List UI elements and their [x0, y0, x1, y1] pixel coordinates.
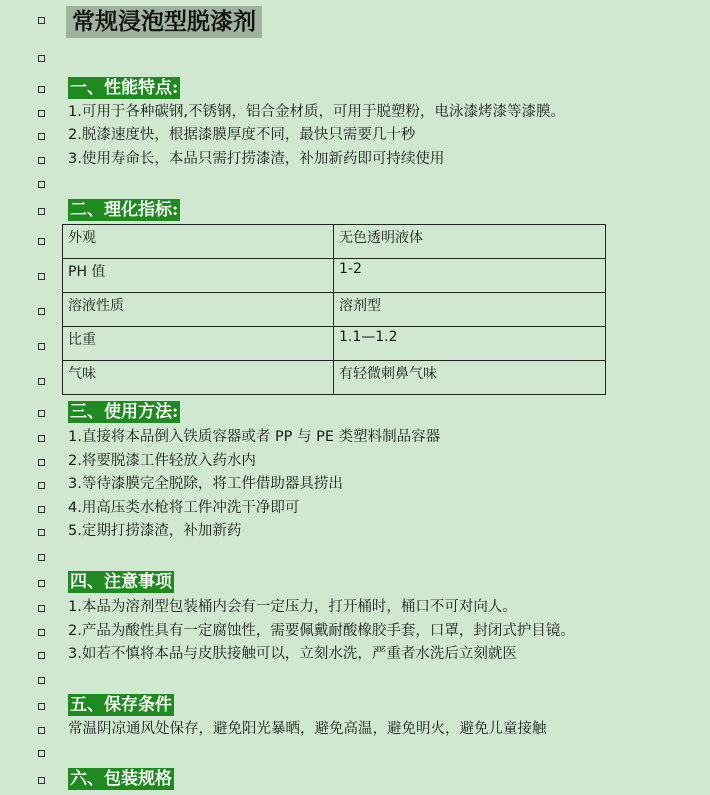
list-bullet: [38, 727, 45, 734]
list-bullet: [38, 703, 45, 710]
table-row: [63, 259, 606, 293]
list-bullet: [38, 55, 45, 62]
table-row: [63, 361, 606, 395]
table-cell-label: 外观: [63, 225, 334, 259]
list-bullet: [38, 133, 45, 140]
list-bullet: [38, 529, 45, 536]
section-heading-packaging: 六、包装规格: [70, 769, 172, 789]
list-bullet: [38, 629, 45, 636]
section-heading-features: 一、性能特点:: [70, 78, 179, 98]
table-cell-label: 气味: [63, 361, 334, 395]
list-bullet: [38, 459, 45, 466]
list-item: 3.等待漆膜完全脱除，将工件借助器具捞出: [68, 476, 343, 492]
section-heading-cautions: 四、注意事项: [70, 572, 172, 592]
list-bullet: [38, 378, 45, 385]
list-bullet: [38, 17, 45, 24]
list-bullet: [38, 86, 45, 93]
list-bullet: [38, 238, 45, 245]
list-item: 2.产品为酸性具有一定腐蚀性，需要佩戴耐酸橡胶手套，口罩，封闭式护目镜。: [68, 623, 575, 639]
section-heading-specs: 二、理化指标:: [70, 200, 179, 220]
list-bullet: [38, 110, 45, 117]
list-bullet: [38, 181, 45, 188]
list-bullet: [38, 554, 45, 561]
list-bullet: [38, 777, 45, 784]
table-row: [63, 293, 606, 327]
table-cell-value: 有轻微刺鼻气味: [334, 361, 606, 395]
list-item: 1.直接将本品倒入铁质容器或者 PP 与 PE 类塑料制品容器: [68, 429, 441, 445]
list-bullet: [38, 410, 45, 417]
list-bullet: [38, 435, 45, 442]
list-item: 3.如若不慎将本品与皮肤接触可以，立刻水洗，严重者水洗后立刻就医: [68, 646, 517, 662]
table-row: [63, 225, 606, 259]
list-bullet: [38, 308, 45, 315]
section-heading-usage: 三、使用方法:: [70, 402, 179, 422]
list-bullet: [38, 208, 45, 215]
list-item: 3.使用寿命长，本品只需打捞漆渣，补加新药即可持续使用: [68, 151, 445, 167]
list-item: 1.本品为溶剂型包装桶内会有一定压力，打开桶时，桶口不可对向人。: [68, 599, 517, 615]
list-item: 4.用高压类水枪将工件冲洗干净即可: [68, 500, 300, 516]
table-cell-label: 比重: [63, 327, 334, 361]
table-cell-value: 溶剂型: [334, 293, 606, 327]
list-item: 2.将要脱漆工件轻放入药水内: [68, 453, 256, 469]
list-bullet: [38, 652, 45, 659]
list-bullet: [38, 273, 45, 280]
list-bullet: [38, 605, 45, 612]
list-item: 2.脱漆速度快，根据漆膜厚度不同，最快只需要几十秒: [68, 127, 416, 143]
table-cell-value: 1.1—1.2: [334, 327, 606, 361]
list-item: 5.定期打捞漆渣，补加新药: [68, 523, 242, 539]
list-bullet: [38, 506, 45, 513]
page-title: 常规浸泡型脱漆剂: [66, 6, 262, 38]
list-bullet: [38, 750, 45, 757]
list-bullet: [38, 157, 45, 164]
list-bullet: [38, 677, 45, 684]
list-bullet: [38, 482, 45, 489]
section-heading-storage: 五、保存条件: [70, 695, 172, 715]
list-bullet: [38, 580, 45, 587]
table-cell-label: 溶液性质: [63, 293, 334, 327]
table-cell-value: 1-2: [334, 259, 606, 293]
list-bullet: [38, 343, 45, 350]
specs-table: [62, 224, 606, 395]
table-row: [63, 327, 606, 361]
list-item: 常温阴凉通风处保存，避免阳光暴晒，避免高温，避免明火，避免儿童接触: [68, 721, 547, 737]
list-item: 1.可用于各种碳钢,不锈钢，铝合金材质，可用于脱塑粉，电泳漆烤漆等漆膜。: [68, 104, 565, 120]
table-cell-value: 无色透明液体: [334, 225, 606, 259]
table-cell-label: PH 值: [63, 259, 334, 293]
